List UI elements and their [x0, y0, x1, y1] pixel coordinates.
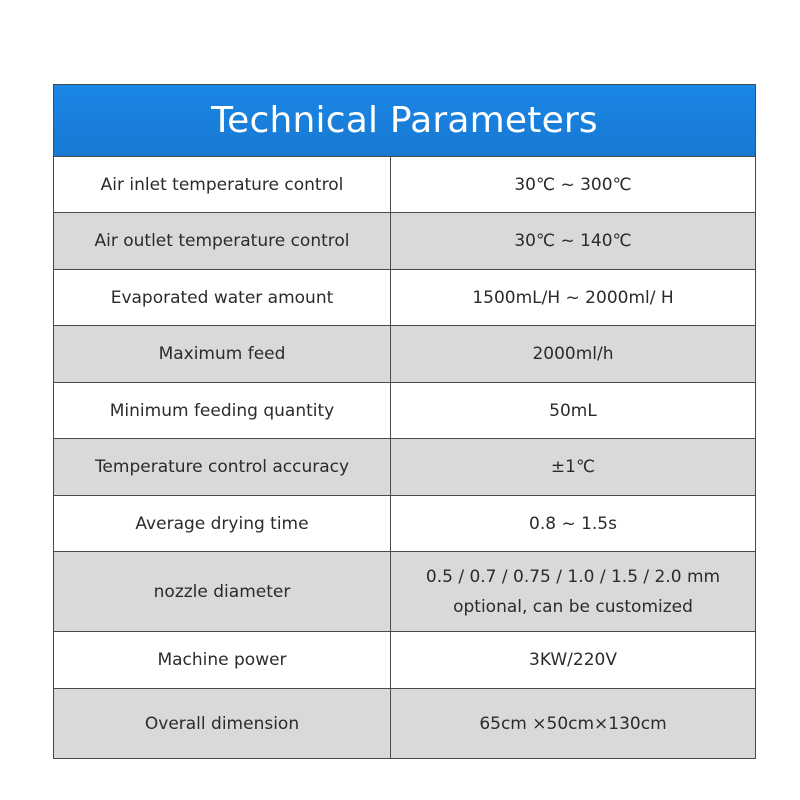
param-cell: Temperature control accuracy [54, 439, 391, 495]
value-text: optional, can be customized [453, 596, 693, 617]
value-cell [391, 496, 755, 551]
value-text: 30℃ ~ 300℃ [514, 174, 632, 195]
value-cell [391, 552, 755, 631]
value-text: ±1℃ [550, 457, 596, 477]
table-row [54, 496, 755, 552]
value-text: 1500mL/H ~ 2000ml/ H [472, 287, 674, 308]
param-cell: Average drying time [54, 496, 391, 551]
value-cell [391, 383, 755, 438]
spec-table [53, 84, 756, 759]
value-cell [391, 213, 755, 269]
table-row [54, 270, 755, 326]
param-cell: Maximum feed [54, 326, 391, 382]
param-cell: Overall dimension [54, 689, 391, 758]
value-text: 3KW/220V [529, 650, 617, 670]
param-cell: Air outlet temperature control [54, 213, 391, 269]
table-row [54, 632, 755, 689]
param-cell: nozzle diameter [54, 552, 391, 631]
param-cell: Evaporated water amount [54, 270, 391, 325]
table-row [54, 439, 755, 496]
value-text: 65cm ×50cm×130cm [479, 713, 667, 734]
value-text: 2000ml/h [532, 344, 614, 364]
value-cell [391, 157, 755, 212]
table-row [54, 157, 755, 213]
value-cell [391, 270, 755, 325]
table-header [54, 85, 755, 157]
value-text: 50mL [549, 400, 597, 421]
table-row [54, 326, 755, 383]
table-title: Technical Parameters [211, 100, 598, 141]
param-cell: Air inlet temperature control [54, 157, 391, 212]
table-row [54, 383, 755, 439]
value-text: 0.5 / 0.7 / 0.75 / 1.0 / 1.5 / 2.0 mm [425, 566, 721, 587]
value-text: 30℃ ~ 140℃ [514, 231, 632, 251]
table-row [54, 552, 755, 632]
value-cell [391, 439, 755, 495]
value-cell [391, 632, 755, 688]
value-cell [391, 689, 755, 758]
table-row [54, 213, 755, 270]
table-row [54, 689, 755, 758]
param-cell: Minimum feeding quantity [54, 383, 391, 438]
value-text: 0.8 ~ 1.5s [529, 513, 617, 534]
param-cell: Machine power [54, 632, 391, 688]
value-cell [391, 326, 755, 382]
